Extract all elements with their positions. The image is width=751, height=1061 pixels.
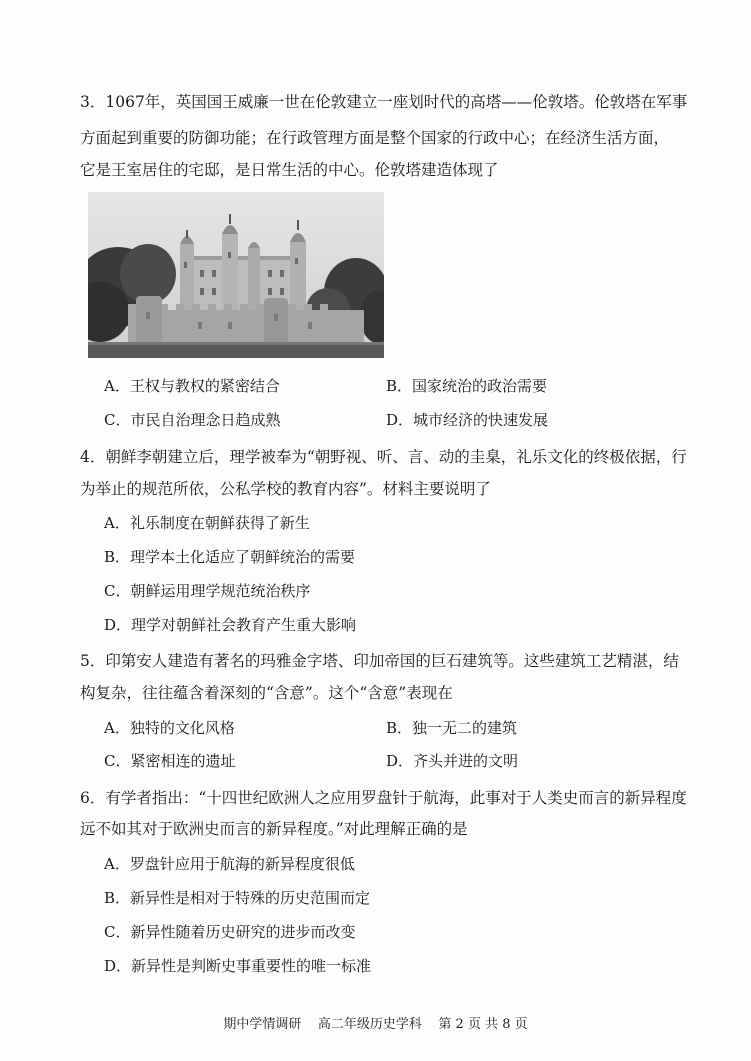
q3-stem-line3: 它是王室居住的宅邸，是日常生活的中心。伦敦塔建造体现了: [80, 161, 499, 179]
q6-option-a: A．罗盘针应用于航海的新异程度很低: [104, 855, 355, 873]
q5-stem-line1: 5．印第安人建造有著名的玛雅金字塔、印加帝国的巨石建筑等。这些建筑工艺精湛，结: [80, 652, 679, 670]
q3-option-c: C．市民自治理念日趋成熟: [104, 411, 281, 429]
page-footer: 期中学情调研 高二年级历史学科 第 2 页 共 8 页: [223, 1017, 528, 1032]
q3-stem-line2: 方面起到重要的防御功能；在行政管理方面是整个国家的行政中心；在经济生活方面，: [80, 129, 670, 147]
q4-stem-line2: 为举止的规范所依，公私学校的教育内容”。材料主要说明了: [80, 480, 491, 498]
tower-of-london-photo: [88, 192, 384, 358]
q3-option-b: B．国家统治的政治需要: [386, 377, 548, 395]
q6-stem-line1: 6．有学者指出：“十四世纪欧洲人之应用罗盘针于航海，此事对于人类史而言的新异程度: [80, 789, 687, 807]
q3-stem-line1: 3．1067年，英国国王威廉一世在伦敦建立一座划时代的高塔——伦敦塔。伦敦塔在军事: [80, 93, 688, 111]
q6-option-c: C．新异性随着历史研究的进步而改变: [104, 923, 356, 941]
q4-stem-line1: 4．朝鲜李朝建立后，理学被奉为“朝野视、听、言、动的圭臬，礼乐文化的终极依据，行: [80, 448, 687, 466]
q4-option-a: A．礼乐制度在朝鲜获得了新生: [104, 514, 310, 532]
q6-option-d: D．新异性是判断史事重要性的唯一标准: [104, 957, 372, 975]
q5-option-a: A．独特的文化风格: [104, 719, 235, 737]
q3-option-d: D．城市经济的快速发展: [386, 411, 549, 429]
tower-of-london-illustration: [88, 192, 384, 358]
q6-stem-line2: 远不如其对于欧洲史而言的新异程度。”对此理解正确的是: [80, 820, 468, 838]
q5-option-d: D．齐头并进的文明: [386, 752, 519, 770]
q6-option-b: B．新异性是相对于特殊的历史范围而定: [104, 889, 371, 907]
q5-stem-line2: 构复杂，往往蕴含着深刻的“含意”。这个“含意”表现在: [80, 684, 453, 702]
q3-option-a: A．王权与教权的紧密结合: [104, 377, 280, 395]
q5-option-c: C．紧密相连的遗址: [104, 752, 236, 770]
q4-option-d: D．理学对朝鲜社会教育产生重大影响: [104, 616, 357, 634]
q5-option-b: B．独一无二的建筑: [386, 719, 518, 737]
q4-option-c: C．朝鲜运用理学规范统治秩序: [104, 582, 311, 600]
q4-option-b: B．理学本土化适应了朝鲜统治的需要: [104, 548, 356, 566]
